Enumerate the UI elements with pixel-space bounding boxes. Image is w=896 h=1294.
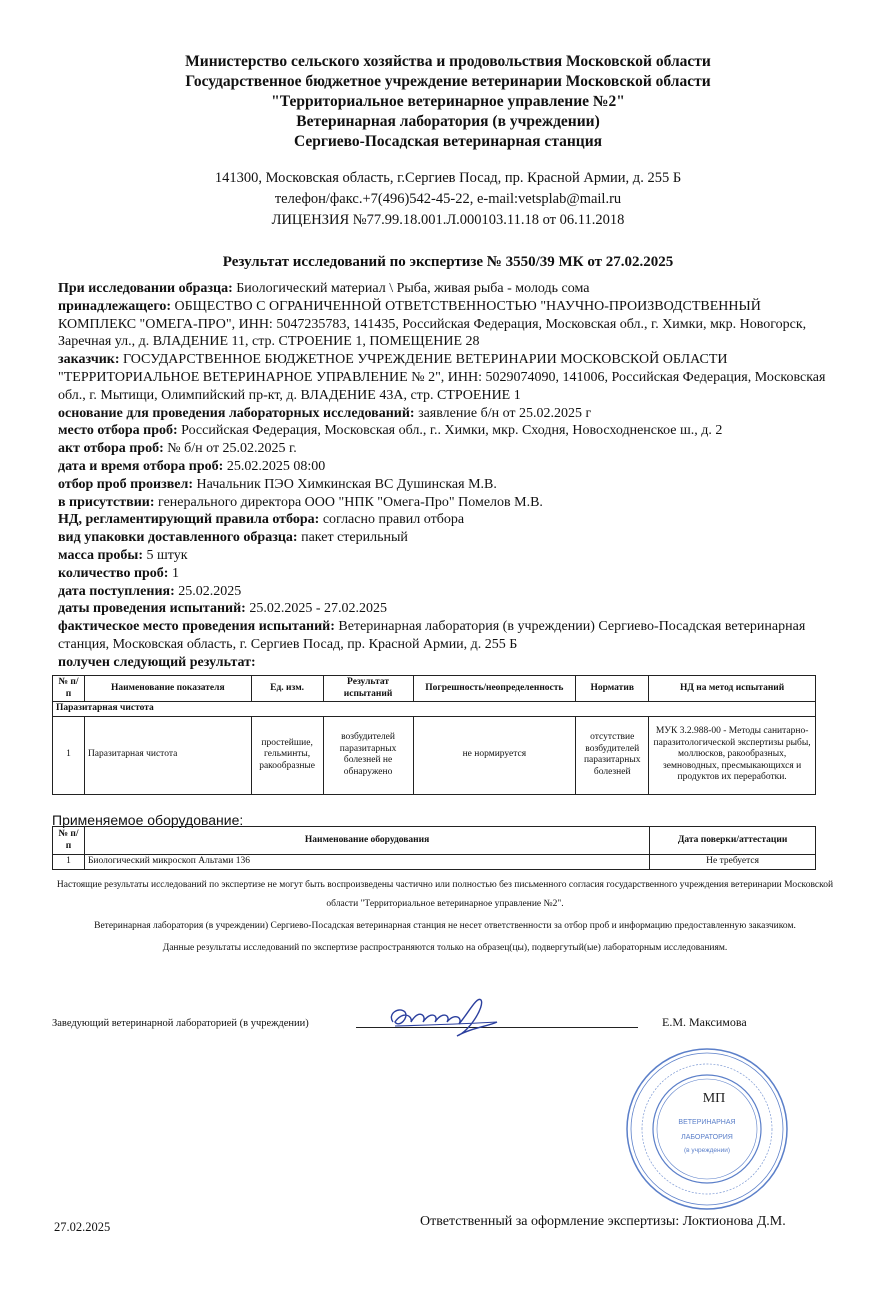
field-label: При исследовании образца: [58, 281, 233, 296]
column-header: НД на метод испытаний [649, 676, 816, 702]
field-row [58, 618, 828, 654]
organization-header [0, 52, 896, 152]
field-value: пакет стерильный [297, 530, 408, 546]
handwritten-signature [385, 992, 505, 1042]
disclaimer-notes [50, 876, 840, 961]
field-value: 25.02.2025 08:00 [223, 458, 326, 474]
field-label: количество проб: [58, 565, 169, 581]
note: Данные результаты исследований по экспертизе распространяются только на образец(цы), подвергутый(ые) лабораторным исследованиям. [162, 943, 728, 953]
field-value: 25.02.2025 - 27.02.2025 [245, 601, 387, 617]
stamp-mp: МП [702, 1091, 726, 1106]
cell-result: возбудителей паразитарных болезней не обнаружено [323, 716, 413, 794]
field-value: ГОСУДАРСТВЕННОЕ БЮДЖЕТНОЕ УЧРЕЖДЕНИЕ ВЕТЕРИНАРИИ МОСКОВСКОЙ ОБЛАСТИ "ТЕРРИТОРИАЛЬНОЕ ВЕТЕРИНАРНОЕ УПРАВЛЕНИЕ № 2", ИНН: 5029074090, 141006, Российская Федерация, Московская обл., г. Мытищи, Олимпийский пр-кт, д. ВЛАДЕНИЕ 43А, стр. СТРОЕНИЕ 1 [58, 352, 826, 403]
license-line: ЛИЦЕНЗИЯ №77.99.18.001.Л.000103.11.18 от 06.11.2018 [271, 212, 625, 228]
field-label: в присутствии: [58, 494, 155, 510]
field-label: фактическое место проведения испытаний: [58, 619, 335, 635]
field-row [58, 405, 828, 423]
contact-line: телефон/факс.+7(496)542-45-22, e-mail:vetsplab@mail.ru [274, 191, 622, 207]
field-row [58, 351, 828, 404]
field-value: генерального директора ООО "НПК "Омега-Про" Помелов М.В. [154, 494, 543, 510]
group-label: Паразитарная чистота [53, 702, 816, 717]
column-header: Дата поверки/аттестации [650, 827, 816, 855]
column-header: Ед. изм. [251, 676, 323, 702]
table-header-row [53, 676, 816, 702]
org-line: Сергиево-Посадская ветеринарная станция [293, 133, 603, 150]
field-row [58, 458, 828, 476]
stamp-text: ВЕТЕРИНАРНАЯ [678, 1119, 736, 1126]
equipment-label: Применяемое оборудование: [52, 812, 244, 828]
org-line: Ветеринарная лаборатория (в учреждении) [296, 113, 600, 130]
stamp-text: (в учреждении) [684, 1147, 730, 1154]
field-row [58, 476, 828, 494]
field-value: согласно правил отбора [319, 512, 465, 528]
field-label: масса пробы: [58, 547, 143, 563]
table-row [53, 855, 816, 870]
cell-error: не нормируется [413, 716, 576, 794]
column-header: Наименование показателя [84, 676, 251, 702]
field-value: заявление б/н от 25.02.2025 г [414, 405, 592, 421]
column-header: Норматив [576, 676, 649, 702]
field-value: Биологический материал \ Рыба, живая рыба - молодь сома [232, 281, 590, 296]
field-row [58, 422, 828, 440]
field-label: НД, регламентирующий правила отбора: [58, 512, 320, 528]
field-label: заказчик: [58, 352, 120, 368]
field-row [58, 440, 828, 458]
field-label: отбор проб произвел: [58, 476, 193, 492]
field-label: дата и время отбора проб: [58, 458, 224, 474]
note: Ветеринарная лаборатория (в учреждении) Сергиево-Посадская ветеринарная станция не несет ответственности за отбор проб и информацию предоставленную заказчиком. [94, 921, 796, 931]
note: Настоящие результаты исследований по экспертизе не могут быть воспроизведены частично или полностью без письменного согласия государственного учреждения ветеринарии Московской области "Территориальное ветеринарное управление №2". [56, 880, 834, 909]
cell-unit: простейшие, гельминты, ракообразные [251, 716, 323, 794]
field-value: № б/н от 25.02.2025 г. [163, 441, 297, 457]
field-row [58, 583, 828, 601]
cell-norm: отсутствие возбудителей паразитарных болезней [576, 716, 649, 794]
field-label: место отбора проб: [58, 423, 178, 439]
document-title: Результат исследований по экспертизе № 3550/39 МК от 27.02.2025 [222, 254, 674, 270]
cell-number: 1 [53, 855, 85, 870]
cell-name: Паразитарная чистота [84, 716, 251, 794]
responsible-person: Ответственный за оформление экспертизы: Локтионова Д.М. [420, 1214, 786, 1229]
field-label: получен следующий результат: [58, 654, 256, 670]
equipment-table [52, 826, 816, 870]
issue-date: 27.02.2025 [54, 1220, 111, 1234]
signatory-name: Е.М. Максимова [662, 1015, 747, 1029]
field-row [58, 547, 828, 565]
cell-number: 1 [53, 716, 85, 794]
org-line: Министерство сельского хозяйства и продовольствия Московской области [185, 53, 711, 70]
field-row [58, 529, 828, 547]
column-header: № п/п [53, 676, 85, 702]
field-value: Начальник ПЭО Химкинская ВС Душинская М.В. [192, 476, 497, 492]
address-line: 141300, Московская область, г.Сергиев Посад, пр. Красной Армии, д. 255 Б [214, 170, 682, 186]
column-header: Наименование оборудования [84, 827, 649, 855]
field-row [58, 565, 828, 583]
cell-method: МУК 3.2.988-00 - Методы санитарно-паразитологической экспертизы рыбы, моллюсков, ракообразных, земноводных, пресмыкающихся и продуктов их переработки. [649, 716, 816, 794]
field-row [58, 600, 828, 618]
column-header: Погрешность/неопределенность [413, 676, 576, 702]
table-header-row [53, 827, 816, 855]
org-line: Государственное бюджетное учреждение ветеринарии Московской области [185, 73, 711, 90]
field-value: Российская Федерация, Московская обл., г.. Химки, мкр. Сходня, Новосходненское ш., д. 2 [177, 423, 723, 439]
field-value: 25.02.2025 [174, 583, 242, 599]
field-label: принадлежащего: [58, 298, 171, 314]
field-value: Ветеринарная лаборатория (в учреждении) Сергиево-Посадская ветеринарная станция, Московская область, г. Сергиев Посад, пр. Красной Армии, д. 255 Б [58, 619, 806, 652]
org-line: "Территориальное ветеринарное управление №2" [271, 93, 625, 110]
field-label: основание для проведения лабораторных исследований: [58, 405, 415, 421]
official-stamp [622, 1044, 792, 1214]
stamp-text: ЛАБОРАТОРИЯ [681, 1134, 733, 1141]
field-row [58, 280, 828, 298]
field-label: вид упаковки доставленного образца: [58, 530, 298, 546]
field-label: дата поступления: [58, 583, 175, 599]
cell-equipment-name: Биологический микроскоп Альтами 136 [84, 855, 649, 870]
column-header: № п/п [53, 827, 85, 855]
table-row [53, 716, 816, 794]
field-row [58, 654, 828, 672]
field-row [58, 494, 828, 512]
field-value: ОБЩЕСТВО С ОГРАНИЧЕННОЙ ОТВЕТСТВЕННОСТЬЮ "НАУЧНО-ПРОИЗВОДСТВЕННЫЙ КОМПЛЕКС "ОМЕГА-ПРО", ИНН: 5047235783, 141435, Российская Федерация, Московская обл., г. Химки, мкр. Новогорск, Заречная ул., д. ВЛАДЕНИЕ 11, стр. СТРОЕНИЕ 1, ПОМЕЩЕНИЕ 28 [58, 298, 807, 350]
results-table [52, 675, 816, 795]
cell-verification-date: Не требуется [650, 855, 816, 870]
field-value: 1 [168, 565, 179, 581]
column-header: Результат испытаний [323, 676, 413, 702]
table-group-row [53, 702, 816, 717]
sample-details [58, 280, 828, 672]
address-block [0, 168, 896, 231]
field-label: акт отбора проб: [58, 441, 164, 457]
signatory-title: Заведующий ветеринарной лабораторией (в учреждении) [52, 1018, 309, 1029]
field-row [58, 511, 828, 529]
field-label: даты проведения испытаний: [58, 601, 246, 617]
field-row [58, 298, 828, 351]
field-value: 5 штук [142, 547, 188, 563]
